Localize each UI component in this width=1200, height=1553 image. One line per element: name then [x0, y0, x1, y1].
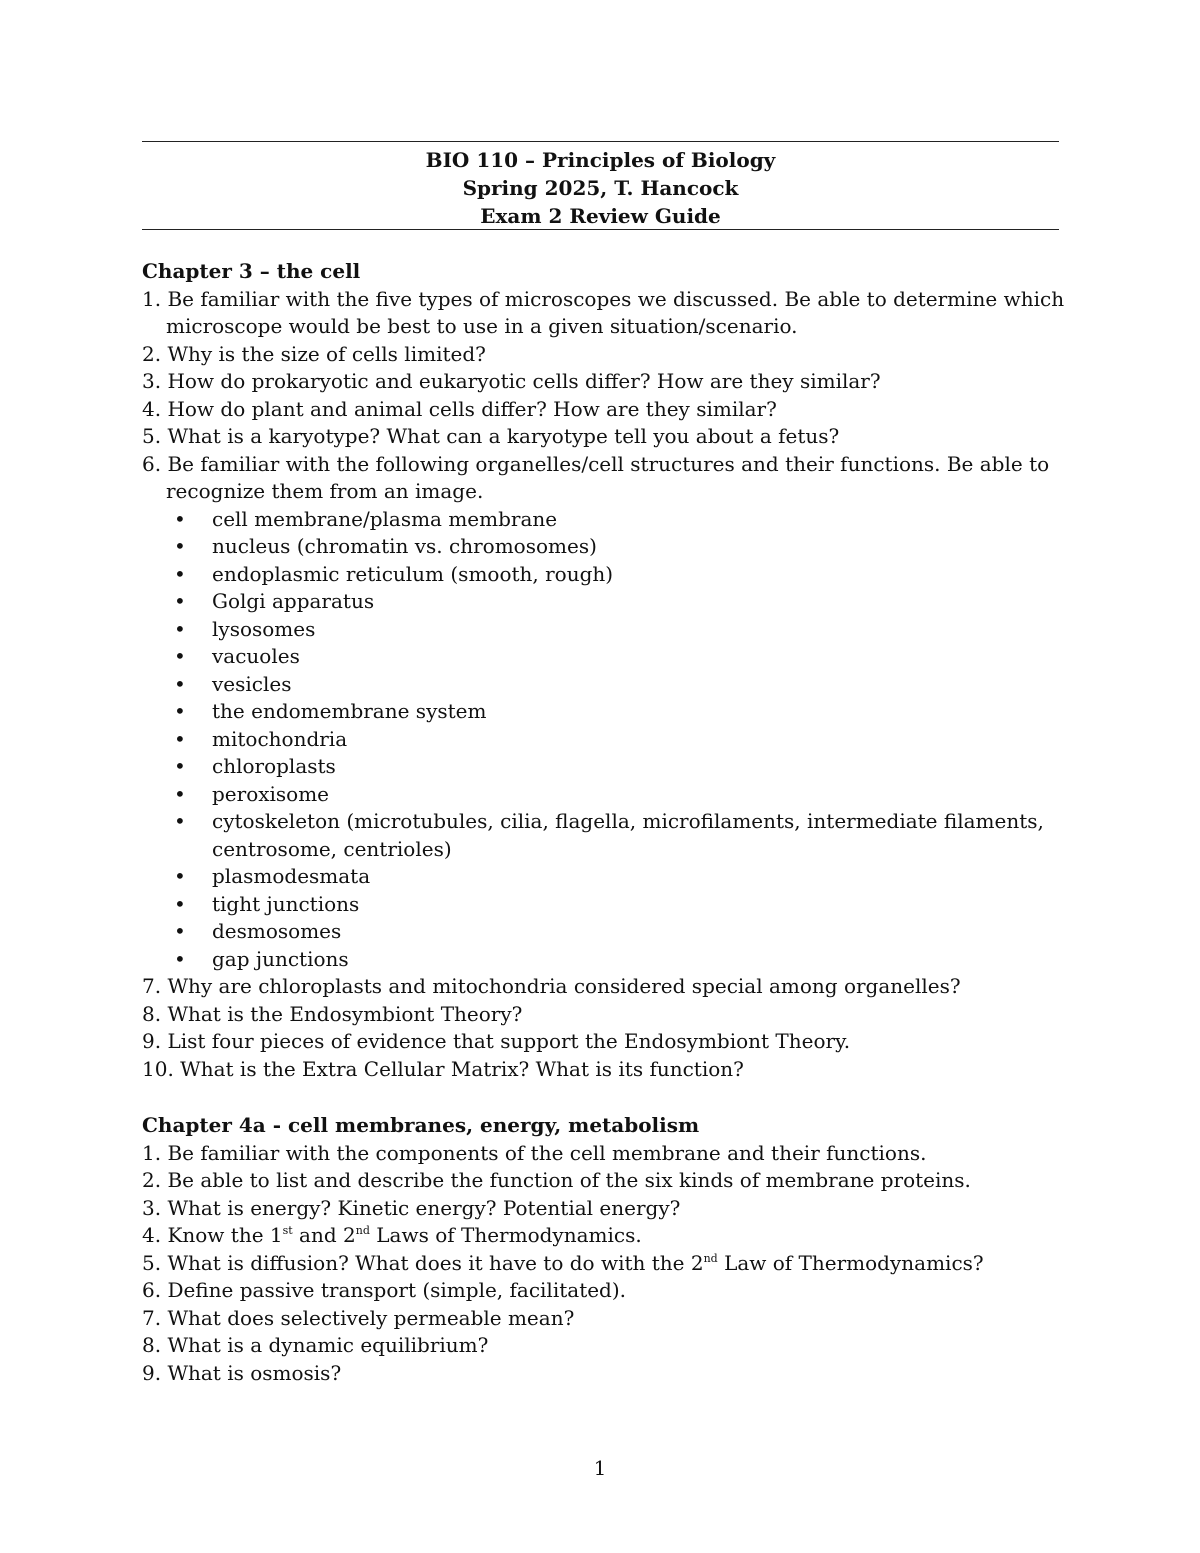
bullet-icon: •: [174, 946, 186, 971]
question-4: [142, 1222, 1059, 1250]
bullet-icon: •: [174, 809, 186, 833]
bullet-icon: •: [174, 671, 186, 696]
bullet-icon: •: [174, 781, 186, 806]
bullet-icon: •: [174, 644, 186, 668]
term-instructor: Spring 2025, T. Hancock: [462, 176, 739, 200]
list-item: [142, 946, 1059, 974]
bullet-icon: •: [174, 864, 186, 888]
list-item: [142, 643, 1059, 671]
question-2: 2. Be able to list and describe the function of the six kinds of membrane proteins.: [142, 1168, 971, 1192]
list-item: [142, 726, 1059, 754]
bullet-icon: •: [174, 754, 186, 778]
chapter-4a-section: [142, 1112, 1059, 1387]
bullet-icon: •: [174, 891, 186, 916]
organelle-label: nucleus (chromatin vs. chromosomes): [212, 534, 597, 558]
question-6: 6. Define passive transport (simple, facilitated).: [142, 1278, 627, 1302]
organelle-label: chloroplasts: [212, 754, 336, 778]
list-item: [142, 918, 1059, 946]
bullet-icon: •: [174, 534, 186, 558]
list-item: [142, 808, 1059, 836]
organelle-label: the endomembrane system: [212, 699, 487, 723]
document-header: [142, 146, 1059, 230]
organelle-label: desmosomes: [212, 919, 342, 943]
organelle-label: lysosomes: [212, 616, 316, 641]
organelle-label: plasmodesmata: [212, 864, 371, 888]
chapter-3-section: [142, 258, 1065, 1083]
organelle-label: cytoskeleton (microtubules, cilia, flagella, microfilaments, intermediate filaments,: [212, 809, 1044, 833]
question-1: 1. Be familiar with the five types of microscopes we discussed. Be able to determine which: [142, 286, 1065, 311]
list-item: [142, 698, 1059, 726]
bullet-icon: •: [174, 699, 186, 723]
document-title: Exam 2 Review Guide: [480, 204, 721, 228]
organelle-label: vesicles: [212, 671, 292, 696]
question-4-text-middle: and 2: [292, 1223, 356, 1247]
organelle-label: vacuoles: [212, 644, 300, 668]
chapter-3-heading: Chapter 3 – the cell: [142, 259, 361, 283]
list-item: [142, 506, 1059, 534]
list-item: [142, 781, 1059, 809]
bullet-icon: •: [174, 726, 186, 751]
question-10: 10. What is the Extra Cellular Matrix? What is its function?: [142, 1056, 744, 1081]
question-7: 7. Why are chloroplasts and mitochondria considered special among organelles?: [142, 974, 961, 998]
question-1: 1. Be familiar with the components of the cell membrane and their functions.: [142, 1140, 927, 1165]
ordinal-suffix: nd: [703, 1251, 718, 1265]
list-item: [142, 753, 1059, 781]
question-6-continued: recognize them from an image.: [166, 479, 484, 503]
page-number: 1: [593, 1456, 607, 1480]
question-2: 2. Why is the size of cells limited?: [142, 341, 486, 366]
list-item: [142, 863, 1059, 891]
organelle-label: endoplasmic reticulum (smooth, rough): [212, 561, 614, 586]
question-5: 5. What is a karyotype? What can a karyotype tell you about a fetus?: [142, 424, 840, 448]
list-item-continued: centrosome, centrioles): [212, 836, 452, 861]
organelle-label: gap junctions: [212, 946, 349, 971]
question-4-text-start: 4. Know the 1: [142, 1223, 283, 1247]
bullet-icon: •: [174, 919, 186, 943]
bullet-icon: •: [174, 506, 186, 531]
question-5: [142, 1250, 1059, 1278]
list-item: [142, 561, 1059, 589]
organelle-label: peroxisome: [212, 781, 330, 806]
ordinal-suffix: st: [282, 1224, 293, 1237]
question-7: 7. What does selectively permeable mean?: [142, 1305, 575, 1330]
course-title: BIO 110 – Principles of Biology: [425, 148, 776, 172]
question-3: 3. How do prokaryotic and eukaryotic cells differ? How are they similar?: [142, 369, 881, 393]
list-item: [142, 588, 1059, 616]
question-6: 6. Be familiar with the following organelles/cell structures and their functions. Be able to: [142, 451, 1050, 476]
organelle-label: mitochondria: [212, 726, 348, 751]
list-item: [142, 891, 1059, 919]
list-item: [142, 616, 1059, 644]
question-3: 3. What is energy? Kinetic energy? Potential energy?: [142, 1195, 681, 1220]
top-rule: [142, 141, 1059, 142]
organelle-label: tight junctions: [212, 891, 360, 916]
ordinal-suffix: nd: [355, 1224, 370, 1237]
question-8: 8. What is a dynamic equilibrium?: [142, 1333, 489, 1357]
bottom-rule: [142, 229, 1059, 230]
bullet-icon: •: [174, 561, 186, 586]
question-8: 8. What is the Endosymbiont Theory?: [142, 1001, 523, 1026]
bullet-icon: •: [174, 589, 186, 613]
bullet-icon: •: [174, 616, 186, 641]
question-5-text-end: Law of Thermodynamics?: [717, 1250, 984, 1275]
organelle-label: cell membrane/plasma membrane: [212, 506, 558, 531]
list-item: [142, 671, 1059, 699]
question-9: 9. What is osmosis?: [142, 1360, 342, 1385]
question-4-text-end: Laws of Thermodynamics.: [369, 1223, 642, 1247]
question-9: 9. List four pieces of evidence that support the Endosymbiont Theory.: [142, 1029, 851, 1053]
list-item: [142, 533, 1059, 561]
chapter-4a-heading: Chapter 4a - cell membranes, energy, metabolism: [142, 1113, 700, 1137]
question-1-continued: microscope would be best to use in a given situation/scenario.: [166, 314, 798, 338]
question-5-text-start: 5. What is diffusion? What does it have to do with the 2: [142, 1250, 704, 1275]
question-4: 4. How do plant and animal cells differ? How are they similar?: [142, 396, 777, 421]
organelle-label: Golgi apparatus: [212, 589, 375, 613]
